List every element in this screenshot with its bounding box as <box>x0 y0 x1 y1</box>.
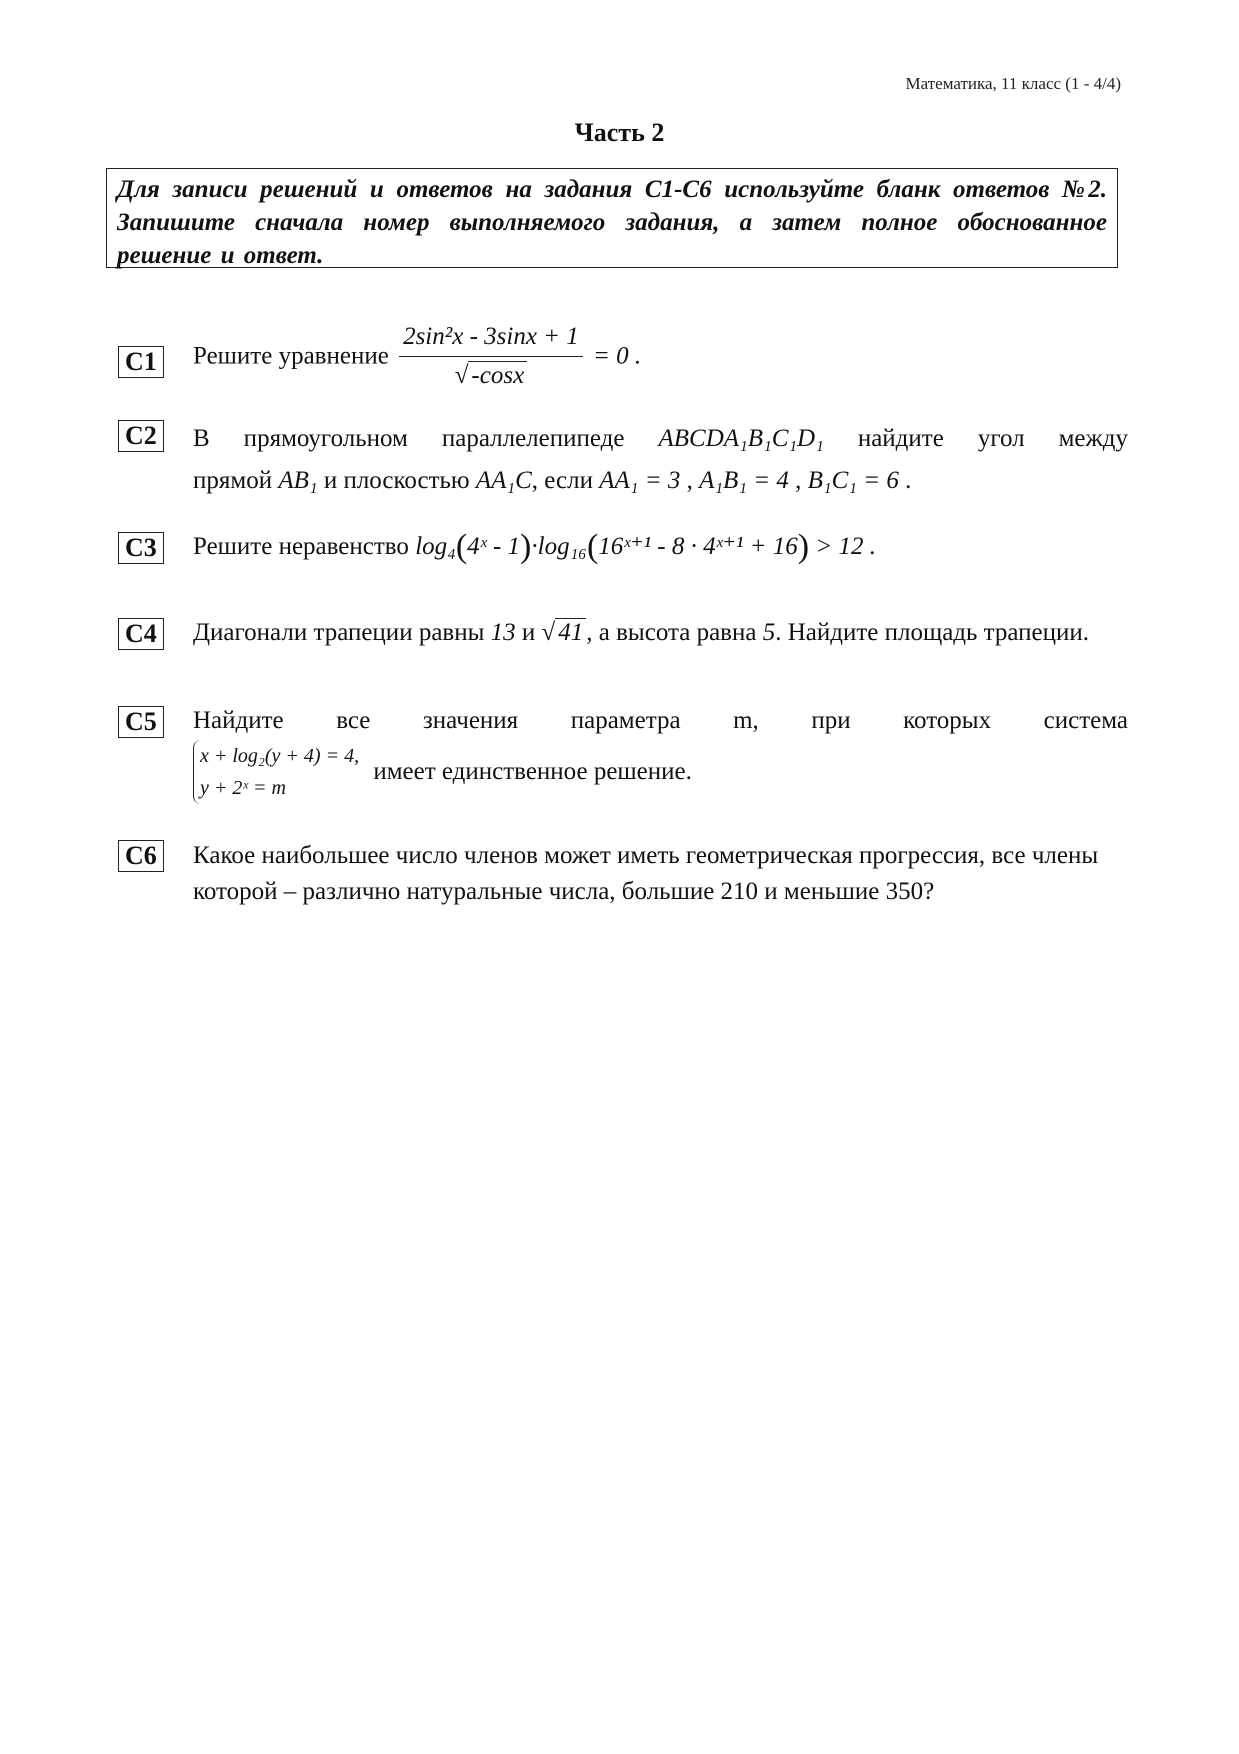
c2-plane: AA₁C <box>475 467 532 494</box>
task-text-c6: Какое наибольшее число членов может иметь геометрическая прогрессия, все члены которой – различно натуральные числа, большие 210 и меньшие 350? <box>193 842 1099 905</box>
task-text-c4: Диагонали трапеции равны 13 и √ 41 , а высота равна 5. Найдите площадь трапеции. <box>193 619 1090 646</box>
task-label-c6: С6 <box>118 840 164 872</box>
task-label-c5: С5 <box>118 706 164 738</box>
task-text-c2 <box>193 418 1128 502</box>
c4-height: 5 <box>762 619 776 646</box>
c5-line1: Найдите все значения параметра m, при которых система <box>193 707 1128 734</box>
c4-diagonal-2: √ 41 <box>542 619 587 646</box>
c4-diagonal-1: 13 <box>490 619 516 646</box>
c1-fraction <box>399 320 583 393</box>
c3-expression: log₄(4ˣ - 1)·log₁₆(16ˣ⁺¹ - 8 · 4ˣ⁺¹ + 16) > 12 . <box>415 528 876 565</box>
c3-text: Решите неравенство <box>193 533 409 560</box>
task-label-c4: С4 <box>118 618 164 650</box>
c5-system <box>193 740 359 804</box>
c1-numerator: 2sin²x - 3sinx + 1 <box>399 320 583 357</box>
c5-eq2: y + 2ˣ = m <box>200 777 286 799</box>
c2-cond1: AA₁ = 3 <box>599 467 681 494</box>
c5-eq1: x + log₂(y + 4) = 4, <box>200 745 360 767</box>
c1-tail: = 0 . <box>593 342 642 370</box>
task-text-c1 <box>193 320 1128 393</box>
c2-line: AB₁ <box>278 467 318 494</box>
c5-tail: имеет единственное решение. <box>373 758 692 785</box>
c2-line1: В прямоугольном параллелепипеде ABCDA₁B₁C₁D₁ найдите угол между <box>193 425 1129 452</box>
header-subject-line: Математика, 11 класс (1 - 4/4) <box>905 74 1121 93</box>
c2-cond3: B₁C₁ = 6 <box>807 467 899 494</box>
c1-denominator: √ -cosx <box>399 357 583 393</box>
task-label-c2: С2 <box>118 420 164 452</box>
task-label-c1: С1 <box>118 346 164 378</box>
task-text-c5 <box>193 704 1128 804</box>
instruction-box: Для записи решений и ответов на задания С1-С6 используйте бланк ответов №2. Запишите сначала номер выполняемого задания, а затем полное обоснованное решение и ответ. <box>106 168 1118 268</box>
c2-solid: ABCDA₁B₁C₁D₁ <box>658 425 824 452</box>
c1-text: Решите уравнение <box>193 342 389 370</box>
c2-line2: прямой AB₁ и плоскостью AA₁C, если AA₁ = 3 , A₁B₁ = 4 , B₁C₁ = 6 . <box>193 467 912 494</box>
task-label-c3: С3 <box>118 532 164 564</box>
task-text-c3 <box>193 530 1128 564</box>
c2-cond2: A₁B₁ = 4 <box>699 467 789 494</box>
part-title: Часть 2 <box>574 118 665 147</box>
c5-line2 <box>193 740 1128 804</box>
